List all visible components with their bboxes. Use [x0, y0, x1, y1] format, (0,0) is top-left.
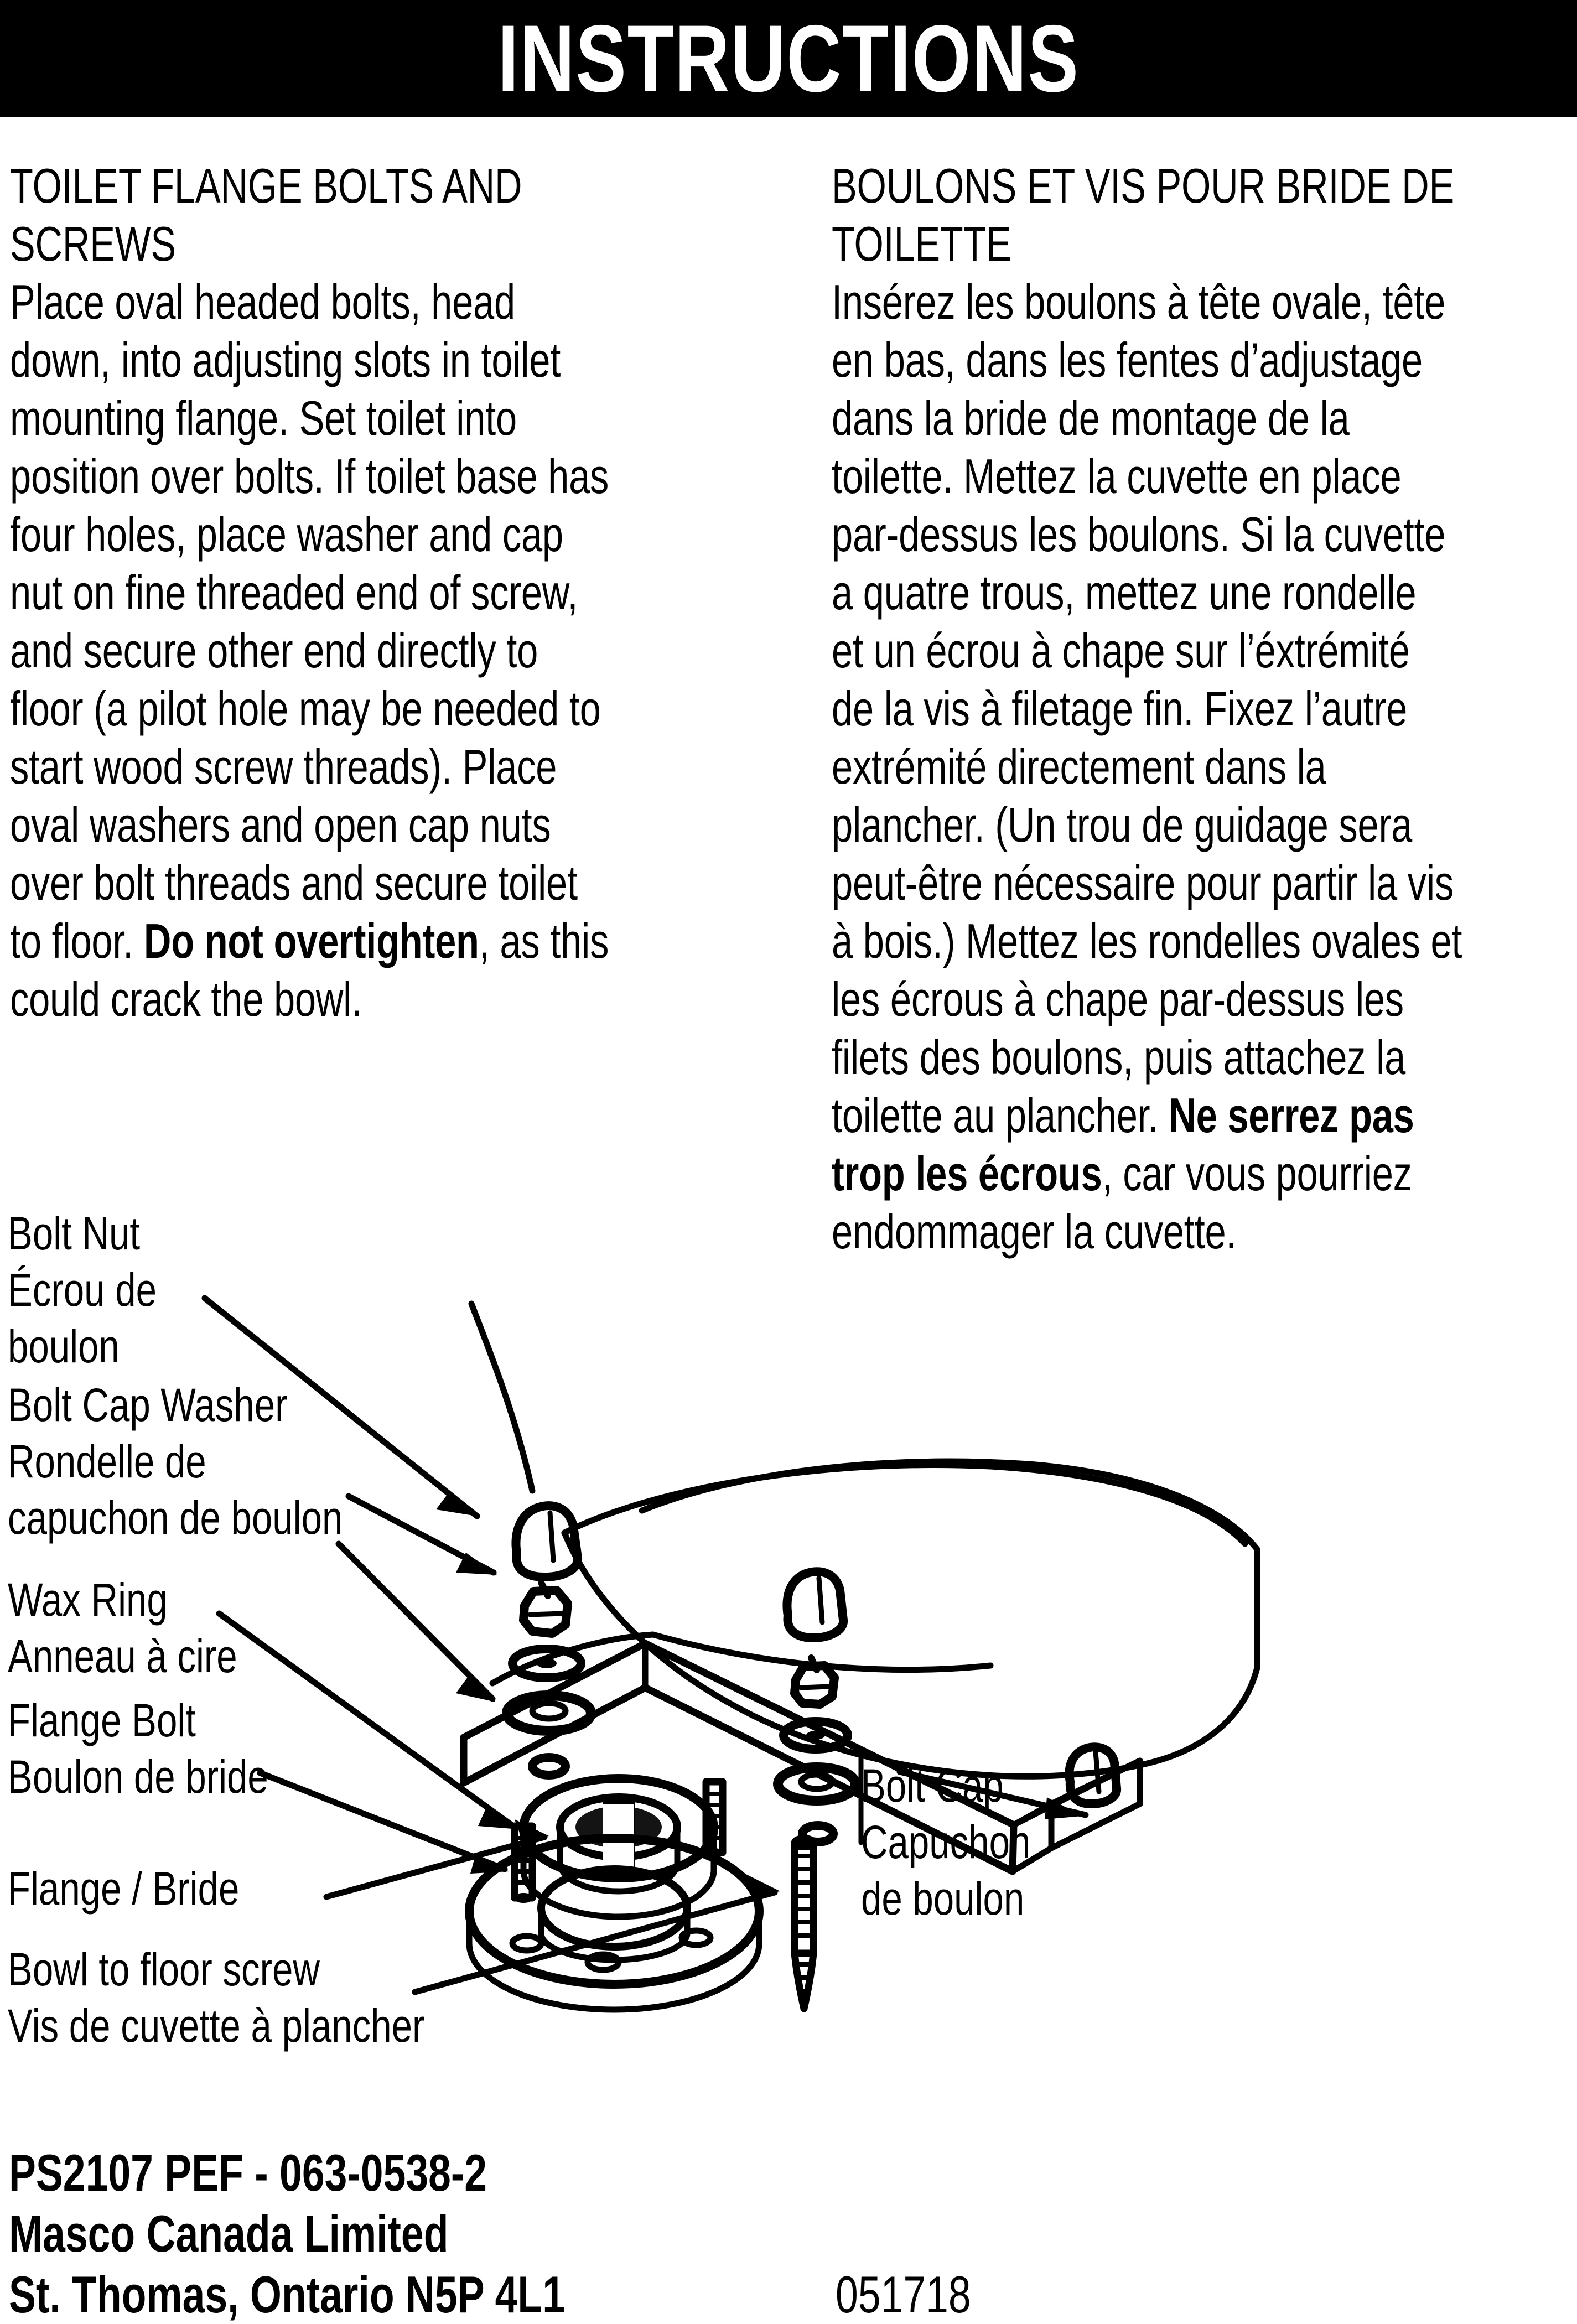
label-flange	[8, 1860, 297, 1917]
english-body-line-6: nut on fine threaded end of screw,	[10, 565, 578, 620]
company-name: Masco Canada Limited	[9, 2204, 449, 2263]
french-warning-before: toilette au plancher.	[832, 1088, 1169, 1143]
part-number: PS2107 PEF - 063-0538-2	[9, 2144, 487, 2202]
label-bolt-cap-washer-fr-2: capuchon de boulon	[8, 1492, 343, 1544]
english-body-line-3: mounting flange. Set toilet into	[10, 391, 517, 445]
french-warning-line-1	[832, 1086, 1419, 1144]
french-body-line-7: et un écrou à chape sur l’éxtrémité	[832, 623, 1410, 678]
label-wax-ring	[8, 1571, 294, 1684]
french-body-line-9: extrémité directement dans la	[832, 739, 1326, 794]
french-body-line-2: en bas, dans les fentes d’adjustage	[832, 333, 1423, 387]
label-bolt-nut	[8, 1205, 194, 1374]
label-bolt-cap-washer-en: Bolt Cap Washer	[8, 1379, 288, 1431]
french-body-line-1: Insérez les boulons à tête ovale, tête	[832, 274, 1446, 329]
english-heading-line-1: TOILET FLANGE BOLTS AND	[10, 158, 522, 213]
label-bowl-screw-fr: Vis de cuvette à plancher	[8, 2000, 425, 2052]
label-flange-bolt-fr: Boulon de bride	[8, 1751, 268, 1803]
french-body-line-13: les écrous à chape par-dessus les	[832, 972, 1404, 1026]
label-flange-bolt	[8, 1692, 333, 1805]
page-title: INSTRUCTIONS	[497, 6, 1080, 112]
english-warning-line	[10, 912, 640, 970]
english-body-line-5: four holes, place washer and cap	[10, 507, 563, 562]
bolt-stack-right	[778, 1571, 861, 1843]
french-warning-bold-2: trop les écrous	[832, 1146, 1102, 1201]
french-heading-line-2: TOILETTE	[832, 216, 1011, 271]
english-body-line-7: and secure other end directly to	[10, 623, 538, 678]
french-body-line-10: plancher. (Un trou de guidage sera	[832, 797, 1413, 852]
english-warning-bold: Do not overtighten	[143, 914, 479, 968]
french-body-line-14: filets des boulons, puis attachez la	[832, 1030, 1406, 1085]
english-body-line-10: oval washers and open cap nuts	[10, 797, 551, 852]
toilet-bowl-outline	[492, 1461, 1257, 1776]
french-final-line: endommager la cuvette.	[832, 1204, 1237, 1259]
label-bolt-nut-fr-1: Écrou de	[8, 1264, 157, 1316]
label-bolt-cap-washer-fr-1: Rondelle de	[8, 1435, 206, 1487]
label-bolt-nut-fr-2: boulon	[8, 1320, 120, 1372]
label-wax-ring-fr: Anneau à cire	[8, 1630, 237, 1682]
french-body-line-8: de la vis à filetage fin. Fixez l’autre	[832, 681, 1408, 736]
footer-block	[9, 2143, 1503, 2324]
bowl-to-floor-screw-icon	[794, 1838, 814, 2009]
leader-bolt-nut-curve	[471, 1304, 532, 1491]
french-warning-after: , car vous pourriez	[1102, 1146, 1412, 1201]
french-heading-line-1: BOULONS ET VIS POUR BRIDE DE	[832, 158, 1455, 213]
label-bolt-cap-fr-1: Capuchon	[861, 1816, 1031, 1868]
english-body-line-2: down, into adjusting slots in toilet	[10, 333, 561, 387]
english-body-line-4: position over bolts. If toilet base has	[10, 449, 609, 504]
french-warning-bold-1: Ne serrez pas	[1169, 1088, 1414, 1143]
date-code: 051718	[836, 2265, 971, 2323]
english-instructions-column	[10, 157, 818, 1028]
base-bolt-hole	[532, 1757, 566, 1775]
arrowhead	[478, 1806, 519, 1829]
label-bolt-cap-fr-2: de boulon	[861, 1872, 1025, 1924]
french-body-line-12: à bois.) Mettez les rondelles ovales et	[832, 914, 1462, 968]
label-bolt-cap-washer	[8, 1377, 427, 1546]
label-bolt-cap-en: Bolt Cap	[861, 1760, 1004, 1812]
english-warning-after: , as this	[479, 914, 609, 968]
label-bolt-cap	[861, 1757, 1073, 1927]
company-address: St. Thomas, Ontario N5P 4L1	[9, 2265, 566, 2323]
english-body-line-1: Place oval headed bolts, head	[10, 274, 515, 329]
label-bowl-to-floor-screw	[8, 1941, 529, 2054]
english-warning-before: to floor.	[10, 914, 144, 968]
french-body-line-11: peut-être nécessaire pour partir la vis	[832, 855, 1454, 910]
english-body-line-9: start wood screw threads). Place	[10, 739, 557, 794]
french-body-line-5: par-dessus les boulons. Si la cuvette	[832, 507, 1446, 562]
bolt-cap-icon-2	[787, 1571, 843, 1638]
french-instructions-column	[832, 157, 1577, 1260]
label-bowl-screw-en: Bowl to floor screw	[8, 1943, 320, 1995]
french-body-line-3: dans la bride de montage de la	[832, 391, 1350, 445]
label-wax-ring-en: Wax Ring	[8, 1574, 168, 1626]
label-flange-en: Flange / Bride	[8, 1863, 240, 1915]
label-flange-bolt-en: Flange Bolt	[8, 1694, 196, 1746]
english-final-line: could crack the bowl.	[10, 972, 362, 1026]
french-body-line-6: a quatre trous, mettez une rondelle	[832, 565, 1417, 620]
english-body-line-11: over bolt threads and secure toilet	[10, 855, 578, 910]
english-body-line-8: floor (a pilot hole may be needed to	[10, 681, 601, 736]
arrowhead	[436, 1492, 477, 1516]
english-heading-line-2: SCREWS	[10, 216, 176, 271]
french-body-line-4: toilette. Mettez la cuvette en place	[832, 449, 1402, 504]
label-bolt-nut-en: Bolt Nut	[8, 1207, 141, 1259]
